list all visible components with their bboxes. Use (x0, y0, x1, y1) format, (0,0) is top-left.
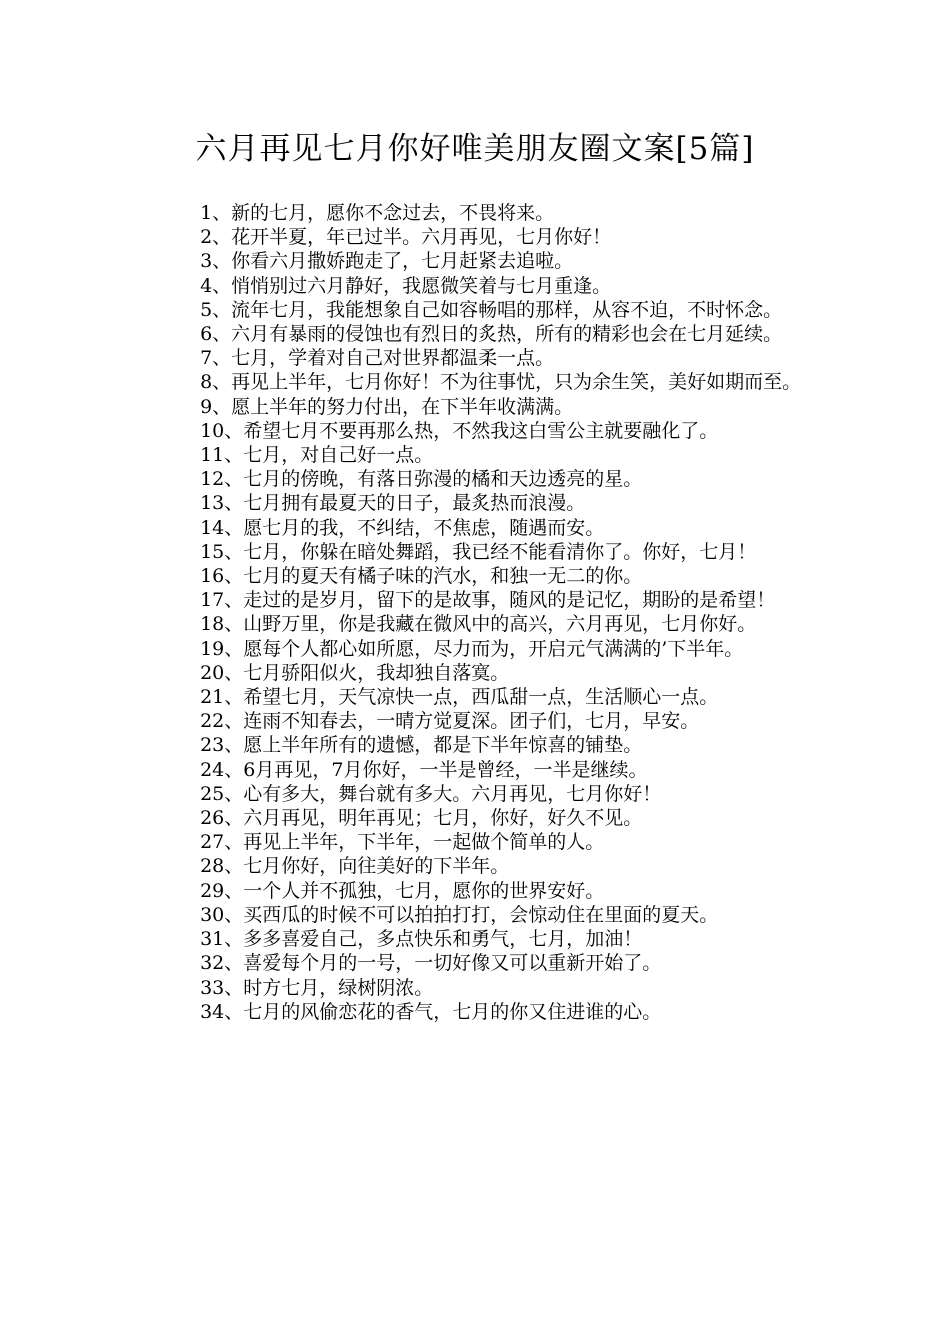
paragraph: 11、七月，对自己好一点。 (200, 444, 434, 467)
paragraph: 18、山野万里，你是我藏在微风中的高兴，六月再见，七月你好。 (200, 613, 757, 636)
paragraph: 2、花开半夏，年已过半。六月再见，七月你好！ (200, 226, 612, 249)
paragraph: 17、走过的是岁月，留下的是故事，随风的是记忆，期盼的是希望！ (200, 589, 776, 612)
paragraph: 24、6月再见，7月你好，一半是曾经，一半是继续。 (200, 758, 648, 781)
document-body (145, 201, 808, 1024)
paragraph: 22、连雨不知春去，一晴方觉夏深。团子们，七月，早安。 (200, 710, 700, 733)
paragraph: 9、愿上半年的努力付出，在下半年收满满。 (200, 395, 574, 418)
paragraph: 32、喜爱每个月的一号，一切好像又可以重新开始了。 (200, 952, 662, 975)
paragraph: 15、七月，你躲在暗处舞蹈，我已经不能看清你了。你好，七月！ (200, 540, 757, 563)
paragraph: 12、七月的傍晚，有落日弥漫的橘和天边透亮的星。 (200, 468, 643, 491)
paragraph: 34、七月的风偷恋花的香气，七月的你又住进谁的心。 (200, 1000, 662, 1023)
paragraph: 23、愿上半年所有的遗憾，都是下半年惊喜的铺垫。 (200, 734, 643, 757)
paragraph: 6、六月有暴雨的侵蚀也有烈日的炙热，所有的精彩也会在七月延续。 (200, 323, 783, 346)
paragraph: 20、七月骄阳似火，我却独自落寞。 (200, 661, 510, 684)
paragraph: 14、愿七月的我，不纠结，不焦虑，随遇而安。 (200, 516, 605, 539)
paragraph: 13、七月拥有最夏天的日子，最炙热而浪漫。 (200, 492, 586, 515)
paragraph: 31、多多喜爱自己，多点快乐和勇气，七月，加油！ (200, 928, 643, 951)
paragraph: 5、流年七月，我能想象自己如容畅唱的那样，从容不迫，不时怀念。 (200, 298, 783, 321)
paragraph: 4、悄悄别过六月静好，我愿微笑着与七月重逢。 (200, 274, 612, 297)
paragraph: 7、七月，学着对自己对世界都温柔一点。 (200, 347, 555, 370)
paragraph: 1、新的七月，愿你不念过去，不畏将来。 (200, 202, 555, 224)
paragraph: 8、再见上半年，七月你好！不为往事忧，只为余生笑，美好如期而至。 (200, 371, 802, 394)
paragraph: 10、希望七月不要再那么热，不然我这白雪公主就要融化了。 (200, 419, 719, 442)
paragraph: 27、再见上半年，下半年，一起做个简单的人。 (200, 831, 605, 854)
paragraph: 19、愿每个人都心如所愿，尽力而为，开启元气满满的’下半年。 (200, 637, 744, 660)
paragraph: 26、六月再见，明年再见；七月，你好，好久不见。 (200, 807, 643, 830)
document-title: 六月再见七月你好唯美朋友圈文案[5篇] (195, 131, 755, 167)
paragraph: 33、时方七月，绿树阴浓。 (200, 976, 434, 999)
paragraph: 16、七月的夏天有橘子味的汽水，和独一无二的你。 (200, 565, 643, 588)
paragraph: 25、心有多大，舞台就有多大。六月再见，七月你好！ (200, 782, 662, 805)
paragraph: 29、一个人并不孤独，七月，愿你的世界安好。 (200, 879, 605, 902)
paragraph: 3、你看六月撒娇跑走了，七月赶紧去追啦。 (200, 250, 574, 273)
paragraph: 21、希望七月，天气凉快一点，西瓜甜一点，生活顺心一点。 (200, 686, 719, 709)
paragraph: 28、七月你好，向往美好的下半年。 (200, 855, 510, 878)
paragraph: 30、买西瓜的时候不可以拍拍打打，会惊动住在里面的夏天。 (200, 903, 719, 926)
